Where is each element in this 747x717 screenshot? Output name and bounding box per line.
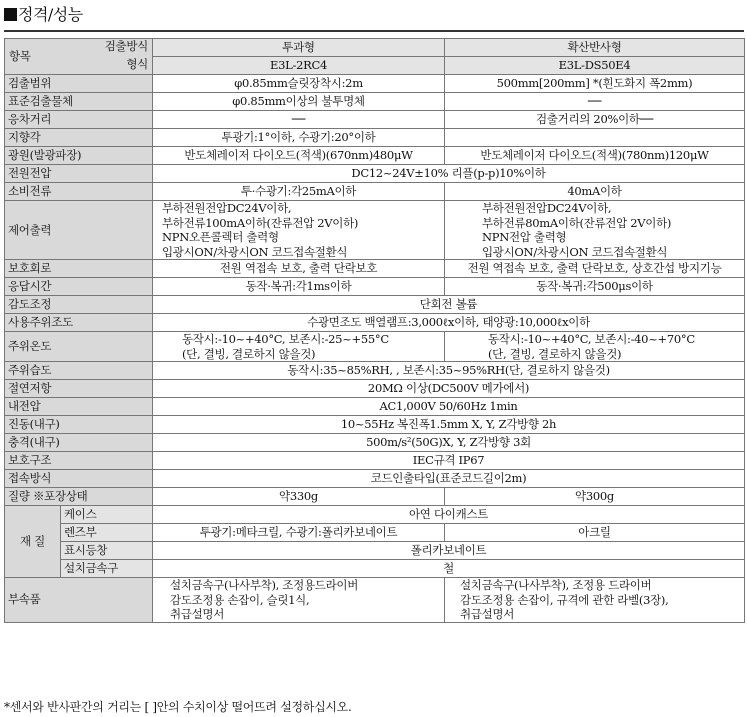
table-row xyxy=(5,560,745,578)
col1-model: E3L-2RC4 xyxy=(153,57,445,75)
row-value: φ0.85mm슬릿장착시:2m xyxy=(153,75,445,93)
footnote: *센서와 반사판간의 거리는 [ ]안의 수치이상 떨어뜨려 설정하십시오. xyxy=(4,700,352,714)
row-label: 재 질 xyxy=(5,506,61,578)
table-row xyxy=(5,434,745,452)
row-value: ── xyxy=(445,93,745,111)
row-value: 약330g xyxy=(153,488,445,506)
row-value xyxy=(445,129,745,147)
row-value: ── xyxy=(153,111,445,129)
row-value: 10~55Hz 복진폭1.5mm X, Y, Z각방향 2h xyxy=(153,416,745,434)
row-label: 주위습도 xyxy=(5,362,153,380)
table-row xyxy=(5,578,745,623)
row-value: 500m/s²(50G)X, Y, Z각방향 3회 xyxy=(153,434,745,452)
table-row xyxy=(5,183,745,201)
row-value: 반도체레이저 다이오드(적색)(780nm)120μW xyxy=(445,147,745,165)
row-label: 부속품 xyxy=(5,578,153,623)
row-value: 동작시:-10~+40°C, 보존시:-25~+55°C (단, 결빙, 결로하지 않을것) xyxy=(153,332,445,362)
row-label: 지향각 xyxy=(5,129,153,147)
title-rule xyxy=(4,30,744,32)
row-label: 내전압 xyxy=(5,398,153,416)
table-row xyxy=(5,93,745,111)
row-label: 접속방식 xyxy=(5,470,153,488)
row-value: 약300g xyxy=(445,488,745,506)
table-row xyxy=(5,380,745,398)
row-value: IEC규격 IP67 xyxy=(153,452,745,470)
row-value: 전원 역접속 보호, 출력 단락보호, 상호간섭 방지기능 xyxy=(445,260,745,278)
row-value: φ0.85mm이상의 불투명체 xyxy=(153,93,445,111)
table-row xyxy=(5,278,745,296)
row-value: 투광기:메타크릴, 수광기:폴리카보네이트 xyxy=(153,524,445,542)
table-row xyxy=(5,542,745,560)
row-label: 절연저항 xyxy=(5,380,153,398)
row-label: 제어출력 xyxy=(5,201,153,260)
table-row xyxy=(5,111,745,129)
row-value: AC1,000V 50/60Hz 1min xyxy=(153,398,745,416)
row-label: 주위온도 xyxy=(5,332,153,362)
sub-label: 렌즈부 xyxy=(61,524,153,542)
row-label: 감도조정 xyxy=(5,296,153,314)
table-row xyxy=(5,488,745,506)
sub-label: 설치금속구 xyxy=(61,560,153,578)
row-label: 사용주위조도 xyxy=(5,314,153,332)
row-value: 동작시:35~85%RH, , 보존시:35~95%RH(단, 결로하지 않을것) xyxy=(153,362,745,380)
row-value: 철 xyxy=(153,560,745,578)
sub-label: 케이스 xyxy=(61,506,153,524)
table-row xyxy=(5,470,745,488)
table-row xyxy=(5,452,745,470)
col2-method: 확산반사형 xyxy=(445,39,745,57)
row-value: 반도체레이저 다이오드(적색)(670nm)480μW xyxy=(153,147,445,165)
row-value: 아크릴 xyxy=(445,524,745,542)
table-row xyxy=(5,398,745,416)
row-label: 응답시간 xyxy=(5,278,153,296)
row-value: 설치금속구(나사부착), 조정용드라이버 감도조정용 손잡이, 슬릿1식, 취급설명서 xyxy=(153,578,445,623)
row-label: 전원전압 xyxy=(5,165,153,183)
row-label: 진동(내구) xyxy=(5,416,153,434)
table-row xyxy=(5,332,745,362)
table-row xyxy=(5,314,745,332)
row-value: 아연 다이캐스트 xyxy=(153,506,745,524)
table-row xyxy=(5,201,745,260)
sub-label: 표시등창 xyxy=(61,542,153,560)
table-row xyxy=(5,75,745,93)
row-value: 수광면조도 백열램프:3,000ℓx이하, 태양광:10,000ℓx이하 xyxy=(153,314,745,332)
row-label: 검출범위 xyxy=(5,75,153,93)
table-row xyxy=(5,524,745,542)
row-value: 부하전원전압DC24V이하, 부하전류100mA이하(잔류전압 2V이하) NPN오픈콜렉터 출력형 입광시ON/차광시ON 코드접속절환식 xyxy=(153,201,445,260)
table-row xyxy=(5,260,745,278)
table-row xyxy=(5,147,745,165)
row-label: 보호회로 xyxy=(5,260,153,278)
table-row xyxy=(5,129,745,147)
row-label: 표준검출물체 xyxy=(5,93,153,111)
row-value: 40mA이하 xyxy=(445,183,745,201)
table-row xyxy=(5,506,745,524)
row-label: 보호구조 xyxy=(5,452,153,470)
row-value: 투·수광기:각25mA이하 xyxy=(153,183,445,201)
header-row xyxy=(5,39,745,57)
row-label: 소비전류 xyxy=(5,183,153,201)
row-label: 충격(내구) xyxy=(5,434,153,452)
table-row xyxy=(5,362,745,380)
table-row xyxy=(5,165,745,183)
row-value: 동작·복귀:각1ms이하 xyxy=(153,278,445,296)
row-label: 광원(발광파장) xyxy=(5,147,153,165)
table-row xyxy=(5,296,745,314)
row-value: 검출거리의 20%이하── xyxy=(445,111,745,129)
row-value: 부하전원전압DC24V이하, 부하전류80mA이하(잔류전압 2V이하) NPN전압 출력형 입광시ON/차광시ON 코드접속절환식 xyxy=(445,201,745,260)
row-value: 20MΩ 이상(DC500V 메가에서) xyxy=(153,380,745,398)
spec-table xyxy=(4,38,745,623)
row-value: 전원 역접속 보호, 출력 단락보호 xyxy=(153,260,445,278)
col2-model: E3L-DS50E4 xyxy=(445,57,745,75)
row-value: 동작·복귀:각500μs이하 xyxy=(445,278,745,296)
row-value: 투광기:1°이하, 수광기:20°이하 xyxy=(153,129,445,147)
row-value: 500mm[200mm] *(흰도화지 폭2mm) xyxy=(445,75,745,93)
row-value: DC12~24V±10% 리플(p-p)10%이하 xyxy=(153,165,745,183)
row-value: 폴리카보네이트 xyxy=(153,542,745,560)
table-row xyxy=(5,416,745,434)
row-value: 단회전 볼륨 xyxy=(153,296,745,314)
row-label: 응차거리 xyxy=(5,111,153,129)
row-value: 동작시:-10~+40°C, 보존시:-40~+70°C (단, 결빙, 결로하지 않을것) xyxy=(445,332,745,362)
row-label: 질량 ※포장상태 xyxy=(5,488,153,506)
square-bullet-icon xyxy=(4,8,17,21)
page-title: 정격/성능 xyxy=(4,3,83,27)
row-value: 코드인출타입(표준코드길이2m) xyxy=(153,470,745,488)
header-corner: 검출방식 항목 형식 xyxy=(5,39,153,75)
row-value: 설치금속구(나사부착), 조정용 드라이버 감도조정용 손잡이, 규격에 관한 라벨(3장), 취급설명서 xyxy=(445,578,745,623)
col1-method: 투과형 xyxy=(153,39,445,57)
